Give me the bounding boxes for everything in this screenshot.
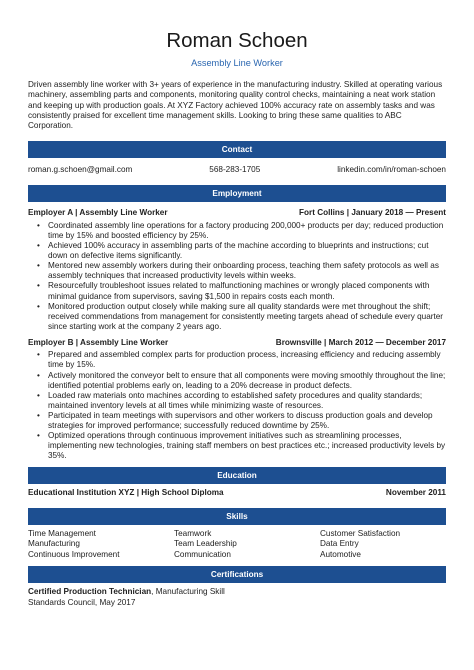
contact-row xyxy=(28,165,446,177)
skills-grid xyxy=(28,529,446,561)
education-row xyxy=(28,488,446,498)
education-school: Educational Institution XYZ | High School Diploma xyxy=(28,488,224,498)
job-bullet: • Loaded raw materials onto machines according to established safety procedures and quality standards; maintained inventory levels at all times while minimizing waste of resources. xyxy=(28,391,446,411)
job-bullet: • Resourcefully troubleshoot issues related to malfunctioning machines or wrongly placed components with minimal guidance from supervisors, saving $1,500 in repairs costs each month. xyxy=(28,281,446,301)
job-bullet: • Participated in team meetings with supervisors and other workers to discuss production goals and develop strategies for improved performance; successfully reduced downtime by 25%. xyxy=(28,411,446,431)
job-bullet: • Achieved 100% accuracy in assembling parts of the machine according to blueprints and instructions; cut down on defective items significantly. xyxy=(28,241,446,261)
certification-issuer: Standards Council, May 2017 xyxy=(28,597,136,607)
job-title: Employer B | Assembly Line Worker xyxy=(28,337,169,347)
skill-item: Continuous Improvement xyxy=(28,549,120,559)
employment-section-header: Employment xyxy=(28,185,446,202)
certification-skill: , Manufacturing Skill xyxy=(151,587,225,597)
job-bullet: • Monitored production output closely while making sure all quality standards were met throughout the shift; received commendations from management for consistently meeting targets ahead of schedule every quarter since starting work at the company 2 years ago. xyxy=(28,302,446,332)
skill-item: Time Management xyxy=(28,528,96,538)
contact-section-header: Contact xyxy=(28,141,446,158)
skill-item: Data Entry xyxy=(320,539,359,549)
job-meta: Brownsville | March 2012 — December 2017 xyxy=(275,337,446,347)
candidate-name: Roman Schoen xyxy=(166,29,308,52)
job-header xyxy=(28,338,446,348)
skill-item: Team Leadership xyxy=(174,539,237,549)
job-bullets xyxy=(28,221,446,332)
skill-item: Teamwork xyxy=(174,528,212,538)
education-date: November 2011 xyxy=(385,488,446,498)
job-entry xyxy=(28,338,446,461)
certifications-section-header: Certifications xyxy=(28,566,446,583)
job-bullet: • Actively monitored the conveyor belt to ensure that all components were moving smoothly throughout the line; identified potential problems early on, leading to a 20% decrease in product defects. xyxy=(28,371,446,391)
certification-entry xyxy=(28,587,446,608)
education-section-header: Education xyxy=(28,467,446,484)
job-bullet: • Mentored new assembly workers during their onboarding process, teaching them safety protocols as well as assembly techniques that increased productivity levels within weeks. xyxy=(28,261,446,281)
certification-line xyxy=(28,587,446,598)
contact-linkedin[interactable]: linkedin.com/in/roman-schoen xyxy=(337,165,446,175)
skills-section-header: Skills xyxy=(28,508,446,525)
summary-paragraph: Driven assembly line worker with 3+ years of experience in the manufacturing industry. Skilled at operating various machinery, assembling parts and components, monitoring quality control checks, maintaining a neat work station and keeping up with production goals. At XYZ Factory achieved 100% accuracy rate on assembly tasks and was consistently praised for excellent time management skills. Looking to bring these same qualities to ABC Corporation. xyxy=(28,80,443,131)
job-bullet: • Optimized operations through continuous improvement initiatives such as streamlining processes, implementing new technologies, training staff members on best practices etc.; increased productivity levels by 35%. xyxy=(28,431,446,461)
skill-item: Communication xyxy=(174,549,231,559)
skill-item: Customer Satisfaction xyxy=(320,528,401,538)
job-entry xyxy=(28,208,446,331)
job-meta: Fort Collins | January 2018 — Present xyxy=(299,208,446,218)
job-header xyxy=(28,208,446,218)
job-bullet: • Coordinated assembly line operations for a factory producing 200,000+ products per day; reduced production time by 15% and boosted efficiency by 25%. xyxy=(28,221,446,241)
skill-item: Automotive xyxy=(320,549,361,559)
job-bullet: • Prepared and assembled complex parts for production process, increasing efficiency and reducing assembly time by 15%. xyxy=(28,350,446,370)
contact-phone[interactable]: 568-283-1705 xyxy=(209,165,261,175)
certification-name: Certified Production Technician xyxy=(28,587,152,597)
job-title: Employer A | Assembly Line Worker xyxy=(28,208,168,218)
candidate-role: Assembly Line Worker xyxy=(191,58,283,68)
job-bullets xyxy=(28,350,446,461)
contact-email[interactable]: roman.g.schoen@gmail.com xyxy=(28,165,133,175)
skill-item: Manufacturing xyxy=(28,539,80,549)
